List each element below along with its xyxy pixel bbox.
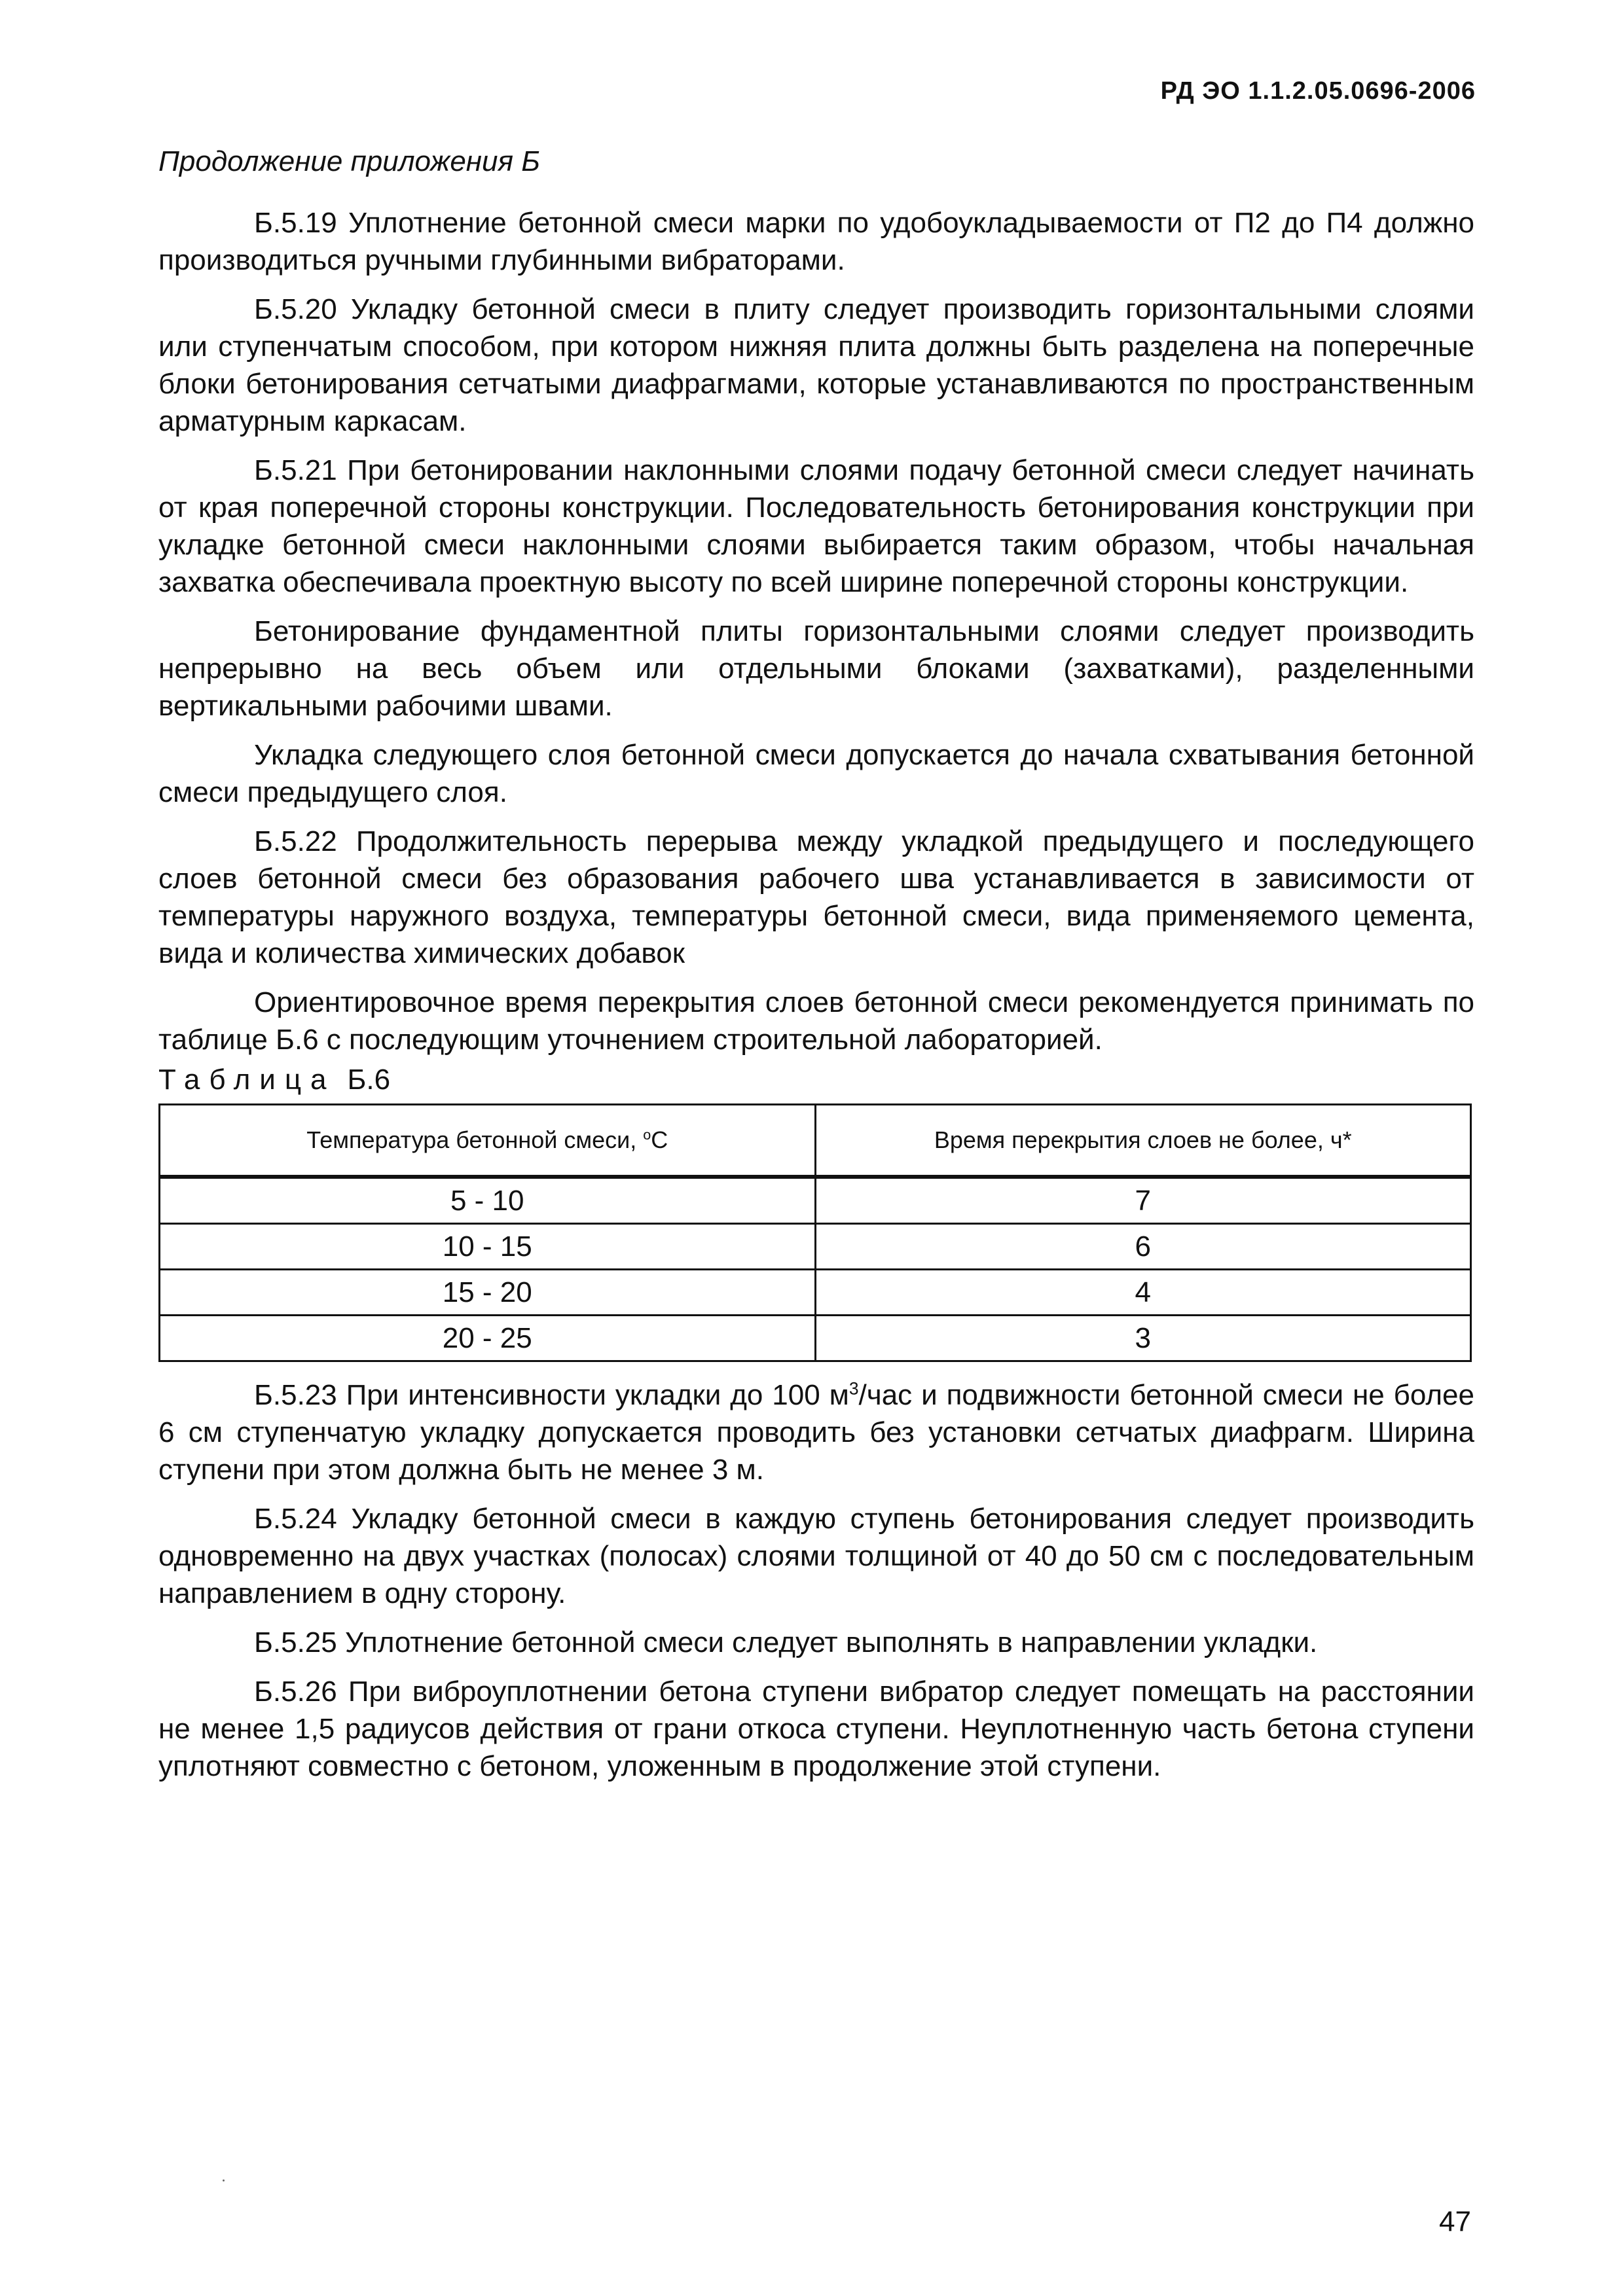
cell-overlap-time: 3 bbox=[815, 1316, 1471, 1361]
cell-temperature: 20 - 25 bbox=[160, 1316, 816, 1361]
overlap-time-table bbox=[158, 1103, 1472, 1362]
paragraph-foundation-concreting: Бетонирование фундаментной плиты горизонтальными слоями следует производить непрерывно на весь объем или отдельными блоками (захватками), разделенными вертикальными рабочими швами. bbox=[158, 615, 1474, 722]
paragraph-b-5-26: Б.5.26 При виброуплотнении бетона ступени вибратор следует помещать на расстоянии не менее 1,5 радиусов действия от грани откоса ступени. Неуплотненную часть бетона ступени уплотняют совместно с бетоном, уложенным в продолжение этой ступени. bbox=[158, 1676, 1474, 1782]
appendix-continuation-label: Продолжение приложения Б bbox=[158, 145, 540, 177]
column-header-overlap-time: Время перекрытия слоев не более, ч* bbox=[815, 1105, 1471, 1177]
paragraph-overlap-time: Ориентировочное время перекрытия слоев бетонной смеси рекомендуется принимать по таблице Б.6 с последующим уточнением строительной лабораторией. bbox=[158, 986, 1474, 1056]
document-body bbox=[158, 204, 1474, 1797]
document-code-header: РД ЭО 1.1.2.05.0696-2006 bbox=[1160, 77, 1476, 105]
paragraph-b-5-21: Б.5.21 При бетонировании наклонными слоями подачу бетонной смеси следует начинать от края поперечной стороны конструкции. Последовательность бетонирования конструкции при укладке бетонной смеси наклонными слоями выбирается таким образом, чтобы начальная захватка обеспечивала проектную высоту по всей ширине поперечной стороны конструкции. bbox=[158, 454, 1474, 598]
scan-speck bbox=[223, 2179, 225, 2181]
cell-overlap-time: 4 bbox=[815, 1270, 1471, 1316]
table-header-row bbox=[160, 1105, 1471, 1177]
paragraph-b-5-22: Б.5.22 Продолжительность перерыва между укладкой предыдущего и последующего слоев бетонной смеси без образования рабочего шва устанавливается в зависимости от температуры наружного воздуха, температуры бетонной смеси, вида применяемого цемента, вида и количества химических добавок bbox=[158, 825, 1474, 969]
cell-temperature: 5 - 10 bbox=[160, 1177, 816, 1224]
table-row bbox=[160, 1224, 1471, 1270]
cell-overlap-time: 6 bbox=[815, 1224, 1471, 1270]
paragraph-b-5-25: Б.5.25 Уплотнение бетонной смеси следует выполнять в направлении укладки. bbox=[254, 1626, 1318, 1659]
cell-overlap-time: 7 bbox=[815, 1177, 1471, 1224]
table-row bbox=[160, 1270, 1471, 1316]
table-row bbox=[160, 1177, 1471, 1224]
paragraph-b-5-20: Б.5.20 Укладку бетонной смеси в плиту следует производить горизонтальными слоями или ступенчатым способом, при котором нижняя плита должны быть разделена на поперечные блоки бетонирования сетчатыми диафрагмами, которые устанавливаются по пространственным арматурным каркасам. bbox=[158, 293, 1474, 437]
table-caption-word: Таблица bbox=[158, 1064, 336, 1096]
cell-temperature: 10 - 15 bbox=[160, 1224, 816, 1270]
table-caption bbox=[158, 1061, 1474, 1098]
table-row bbox=[160, 1316, 1471, 1361]
paragraph-next-layer: Укладка следующего слоя бетонной смеси допускается до начала схватывания бетонной смеси предыдущего слоя. bbox=[158, 739, 1474, 808]
page-number: 47 bbox=[1439, 2206, 1471, 2238]
paragraph-b-5-23: Б.5.23 При интенсивности укладки до 100 $м^3$/час и подвижности бетонной смеси не более 6 см ступенчатую укладку допускается проводить без установки сетчатых диафрагм. Ширина ступени при этом должна быть не менее 3 м. bbox=[158, 1378, 1474, 1486]
paragraph-b-5-24: Б.5.24 Укладку бетонной смеси в каждую ступень бетонирования следует производить одновременно на двух участках (полосах) слоями толщиной от 40 до 50 см с последовательным направлением в одну сторону. bbox=[158, 1503, 1474, 1609]
paragraph-b-5-19: Б.5.19 Уплотнение бетонной смеси марки по удобоукладываемости от П2 до П4 должно производиться ручными глубинными вибраторами. bbox=[158, 207, 1474, 276]
cell-temperature: 15 - 20 bbox=[160, 1270, 816, 1316]
table-caption-number: Б.6 bbox=[347, 1064, 391, 1096]
column-header-temperature: Температура бетонной смеси, $^о$С bbox=[160, 1105, 816, 1177]
